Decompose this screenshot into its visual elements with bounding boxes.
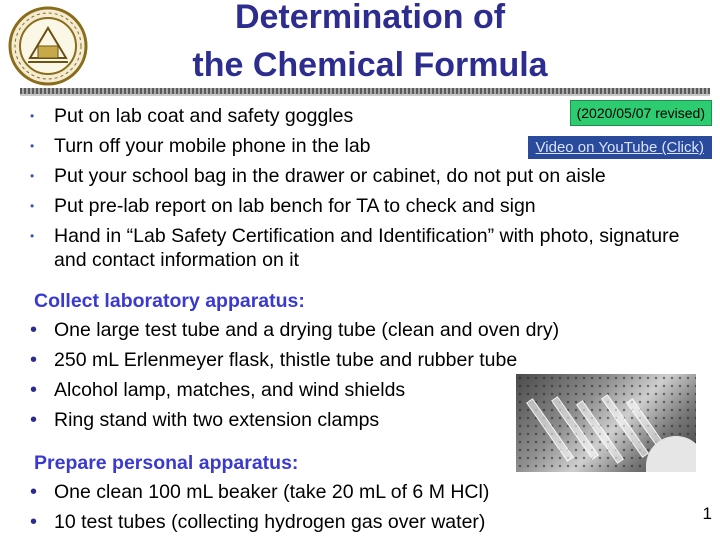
list-item: • 10 test tubes (collecting hydrogen gas over water): [28, 510, 489, 534]
list-item: • Put pre-lab report on lab bench for TA to check and sign: [28, 194, 694, 218]
list-item: • Hand in “Lab Safety Certification and Identification” with photo, signature and contact information on it: [28, 224, 694, 272]
prepare-apparatus-list: [28, 480, 489, 540]
list-item: • Alcohol lamp, matches, and wind shields: [28, 378, 559, 402]
page-title-line-1: Determination of: [234, 0, 506, 36]
university-seal-icon: [8, 6, 88, 86]
title-divider-shadow: [20, 94, 710, 96]
prepare-apparatus-heading: Prepare personal apparatus:: [34, 452, 299, 474]
list-item: • Put on lab coat and safety goggles: [28, 104, 694, 128]
collect-apparatus-list: [28, 318, 559, 438]
list-item: • 250 mL Erlenmeyer flask, thistle tube and rubber tube: [28, 348, 559, 372]
safety-rules-list: [28, 104, 694, 278]
list-item: • One large test tube and a drying tube (clean and oven dry): [28, 318, 559, 342]
test-tubes-photo: [516, 374, 696, 472]
page-title-line-2: the Chemical Formula: [192, 46, 548, 84]
list-item: • One clean 100 mL beaker (take 20 mL of 6 M HCl): [28, 480, 489, 504]
revision-date-badge: (2020/05/07 revised): [570, 100, 712, 126]
youtube-video-link[interactable]: Video on YouTube (Click): [528, 136, 712, 159]
list-item: • Ring stand with two extension clamps: [28, 408, 559, 432]
page-number: 1: [702, 504, 712, 523]
list-item: • Turn off your mobile phone in the lab: [28, 134, 694, 158]
collect-apparatus-heading: Collect laboratory apparatus:: [34, 290, 305, 312]
list-item: • Put your school bag in the drawer or cabinet, do not put on aisle: [28, 164, 694, 188]
